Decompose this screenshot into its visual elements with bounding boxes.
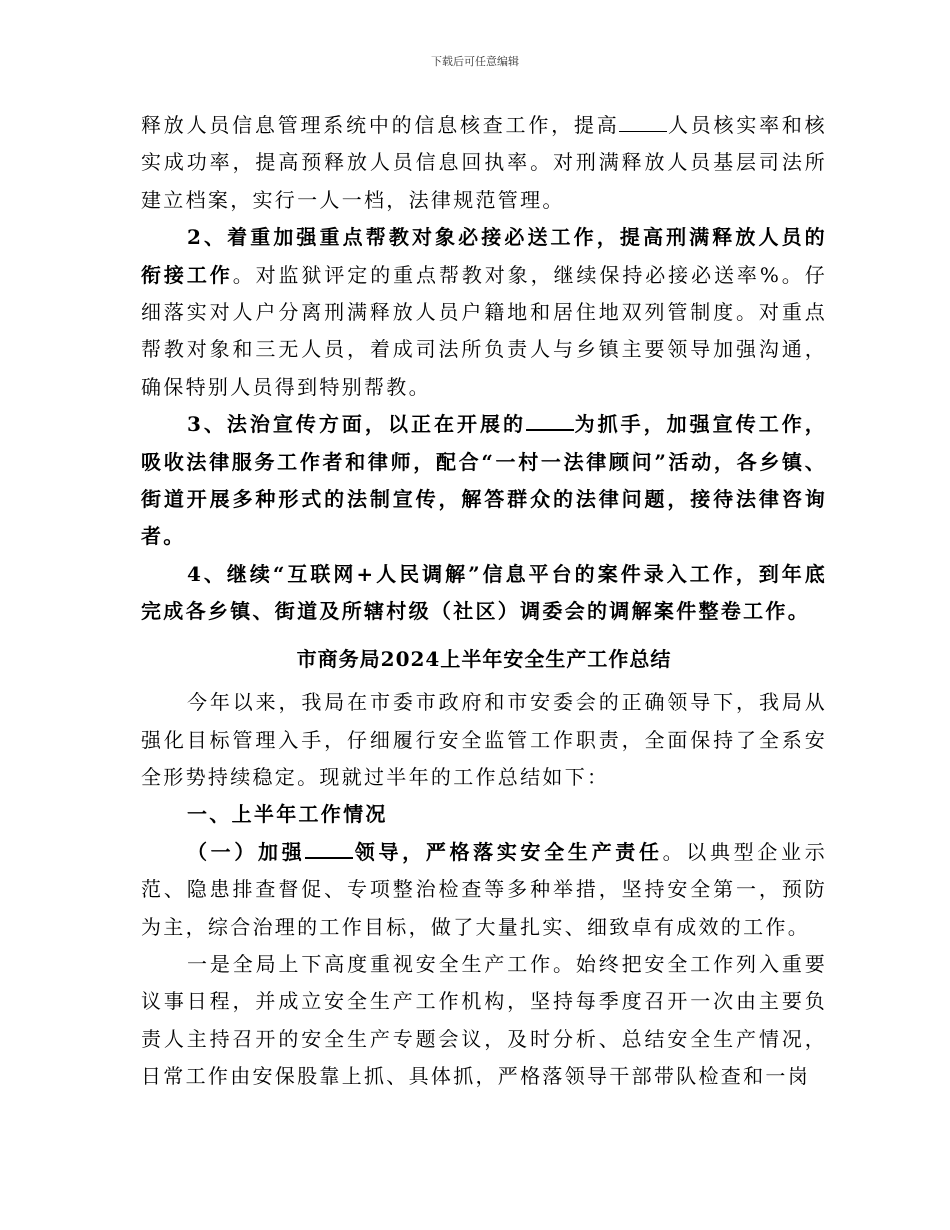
paragraph-3-text-a: 3、法治宣传方面，以正在开展的 [187, 412, 526, 437]
paragraph-4-text: 4、继续“互联网+人民调解”信息平台的案件录入工作，到年底完成各乡镇、街道及所辖村级（社区）调委会的调解案件整卷工作。 [141, 561, 827, 624]
paragraph-6-rest: 。以典型企业示范、隐患排查督促、专项整治检查等多种举措，坚持安全第一，预防为主，综合治理的工作目标，做了大量扎实、细致卓有成效的工作。 [141, 839, 828, 939]
fill-blank [619, 113, 667, 132]
paragraph-2-rest: 。对监狱评定的重点帮教对象，继续保持必接必送率%。仔细落实对人户分离刑满释放人员户籍地和居住地双列管制度。对重点帮教对象和三无人员，着成司法所负责人与乡镇主要领导加强沟通，确保特别人员得到特别帮教。 [141, 262, 827, 399]
document-title: 市商务局2024上半年安全生产工作总结 [296, 646, 672, 671]
paragraph-7 [141, 946, 827, 1096]
paragraph-4 [141, 556, 827, 631]
paragraph-1-text-a: 释放人员信息管理系统中的信息核查工作，提高 [141, 113, 620, 137]
paragraph-6-bold-a: （一）加强 [187, 839, 306, 864]
paragraph-6-bold-b: 领导，严格落实安全生产责任 [353, 839, 663, 864]
paragraph-1-text-b: 人员核实率和核实成功率，提高预释放人员信息回执率。对刑满释放人员基层司法所建立档案，实行一人一档，法律规范管理。 [141, 113, 827, 212]
fill-blank [305, 839, 353, 859]
paragraph-3 [141, 406, 827, 556]
paragraph-5 [141, 684, 827, 796]
paragraph-3-text-b: 为抓手，加强宣传工作，吸收法律服务工作者和律师，配合“一村一法律顾问”活动，各乡镇、街道开展多种形式的法制宣传，解答群众的法律问题，接待法律咨询者。 [141, 412, 827, 549]
document-body [141, 107, 827, 1096]
section-heading-1: 一、上半年工作情况 [187, 802, 388, 827]
paragraph-1 [141, 107, 827, 219]
paragraph-7-text: 一是全局上下高度重视安全生产工作。始终把安全工作列入重要议事日程，并成立安全生产工作机构，坚持每季度召开一次由主要负责人主持召开的安全生产专题会议，及时分析、总结安全生产情况，日常工作由安保股靠上抓、具体抓，严格落领导干部带队检查和一岗 [141, 951, 827, 1089]
paragraph-2 [141, 219, 827, 406]
fill-blank [526, 411, 574, 431]
header-note: 下载后可任意编辑 [431, 55, 519, 68]
paragraph-2-bold: 2、着重加强重点帮教对象必接必送工作，提高刑满释放人员的衔接工作 [141, 225, 827, 287]
paragraph-6 [141, 834, 827, 946]
paragraph-5-text: 今年以来，我局在市委市政府和市安委会的正确领导下，我局从强化目标管理入手，仔细履行安全监管工作职责，全面保持了全系安全形势持续稳定。现就过半年的工作总结如下： [141, 690, 827, 789]
